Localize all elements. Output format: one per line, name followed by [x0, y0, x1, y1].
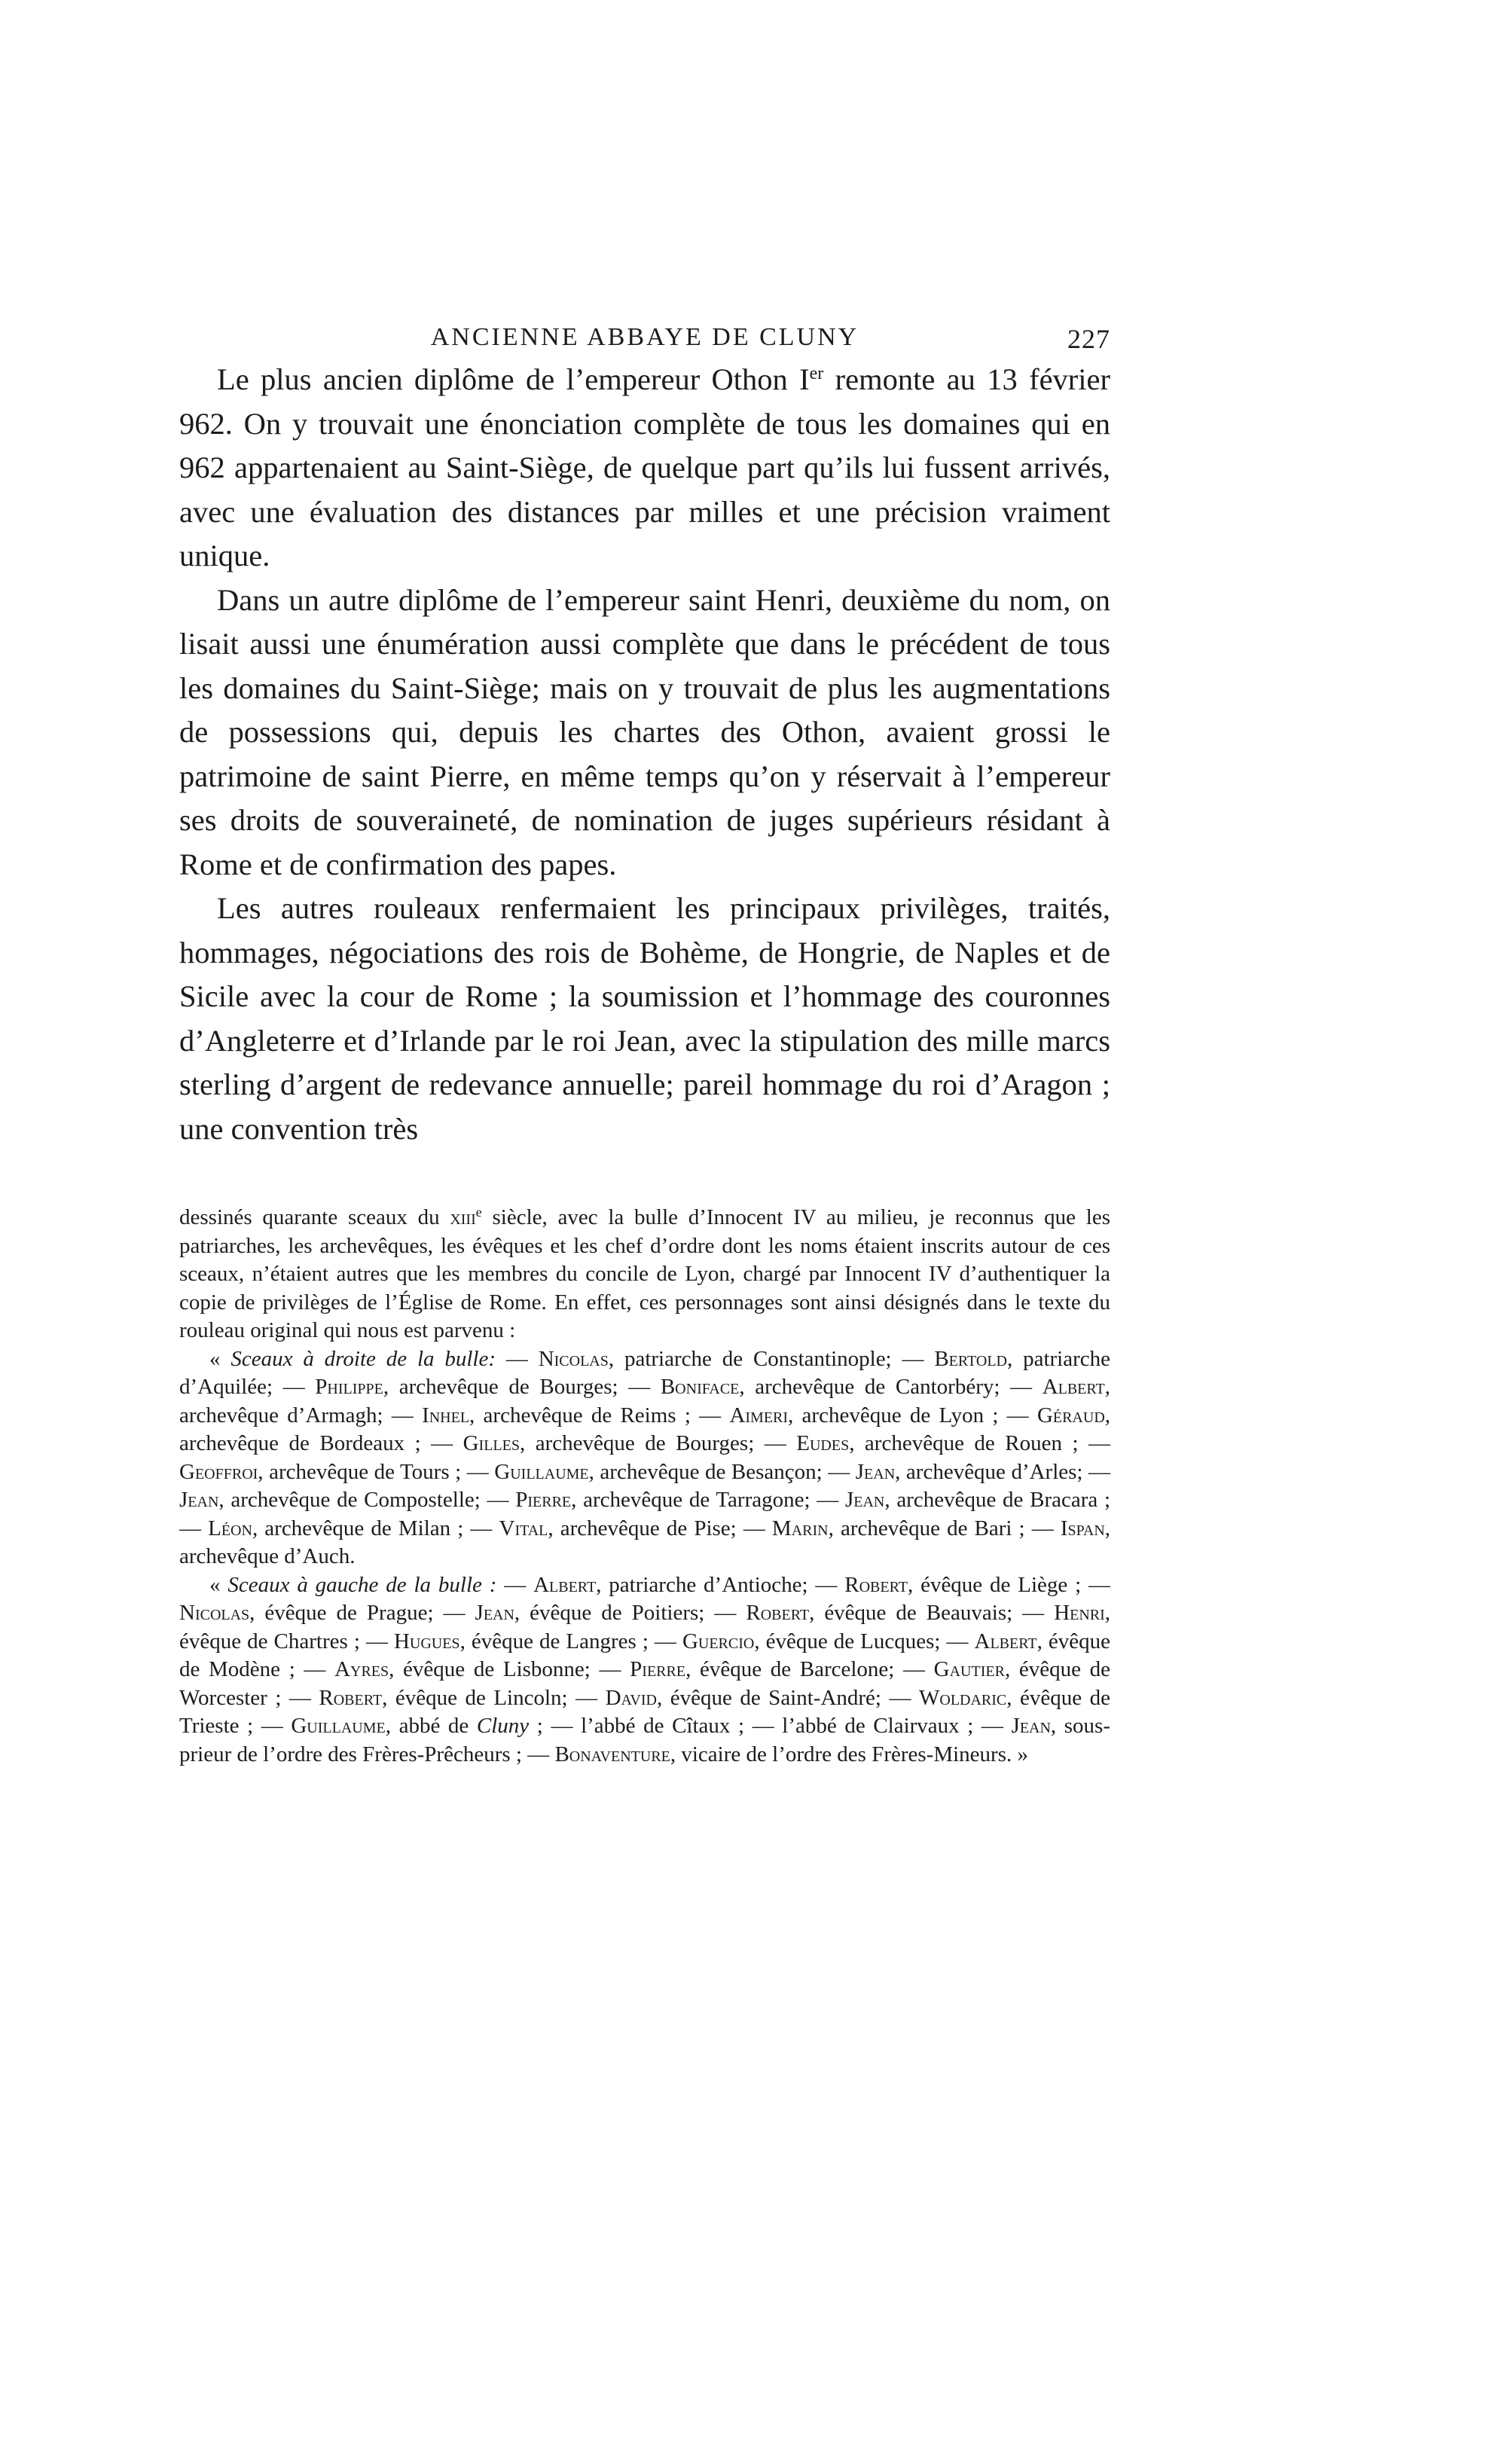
left-tail-clairvaux: l’abbé de Clairvaux ; — [782, 1714, 974, 1738]
list-dash: — — [891, 1346, 935, 1371]
seal-name: Ispan — [1060, 1516, 1105, 1540]
seal-name: Robert — [746, 1601, 810, 1625]
seal-title: , archevêque de Lyon ; — [788, 1403, 999, 1427]
list-dash: — — [1082, 1459, 1111, 1484]
seal-name: Aimeri — [729, 1403, 789, 1427]
list-dash: — — [480, 1488, 516, 1512]
list-dash: — — [542, 1714, 582, 1738]
list-dash: — — [1078, 1431, 1111, 1455]
seal-title: , évêque de Beauvais; — [809, 1601, 1013, 1625]
seal-name: Nicolas — [538, 1346, 609, 1371]
seal-title: , évêque de Liège ; — [907, 1572, 1082, 1597]
list-dash: — — [567, 1685, 606, 1710]
seal-title: , archevêque de Milan ; — [252, 1516, 464, 1540]
seal-name: Henri — [1054, 1601, 1105, 1625]
list-dash: — — [433, 1601, 475, 1625]
list-dash: — — [744, 1714, 783, 1738]
list-dash: — — [281, 1685, 319, 1710]
list-dash: — — [1024, 1516, 1061, 1540]
seal-title: , patriarche de Constantinople; — [608, 1346, 892, 1371]
seal-title: , archevêque d’Auch. — [179, 1516, 1111, 1568]
seal-name: Vital — [499, 1516, 548, 1540]
seal-title: , patriarche d’Aquilée; — [179, 1346, 1111, 1399]
footnote-intro-part2: siècle, avec la bulle d’Innocent IV au milieu, je reconnus que les patriarches, les archevêques, les évêques et les chef d’ordre dont les noms étaient inscrits autour de ces sceaux, n’étaient autres que les membres du concile de Lyon, chargé par Innocent IV d’authentiquer la copie de privilèges de l’Église de Rome. En effet, ces personnages sont ainsi désignés dans le texte du rouleau original qui nous est parvenu : — [179, 1205, 1110, 1342]
seal-name: Robert — [319, 1685, 383, 1710]
seal-name: Inhel — [422, 1403, 470, 1427]
list-dash: — — [461, 1459, 495, 1484]
list-dash: — — [295, 1657, 335, 1681]
list-dash: — — [590, 1657, 630, 1681]
seal-name: Géraud — [1036, 1403, 1105, 1427]
seal-name: Woldaric — [919, 1685, 1007, 1710]
seal-name: Philippe — [315, 1375, 383, 1399]
list-dash: — — [822, 1459, 856, 1484]
seal-title: , archevêque d’Arles; — [895, 1459, 1083, 1484]
seal-title: , évêque de Modène ; — [179, 1629, 1110, 1681]
seal-title: , évêque de Lincoln; — [382, 1685, 568, 1710]
seal-title: , vicaire de l’ordre des Frères-Mineurs. » — [670, 1742, 1028, 1766]
seal-title: , évêque de Langres ; — [459, 1629, 649, 1653]
footnote-century-superscript: e — [475, 1205, 482, 1220]
seal-title: , archevêque de Bourges; — [520, 1431, 755, 1455]
seal-title: , évêque de Worcester ; — [179, 1657, 1110, 1710]
list-dash: — — [973, 1714, 1012, 1738]
seal-title: , évêque de Poitiers; — [514, 1601, 705, 1625]
list-dash: — — [383, 1403, 423, 1427]
list-dash: — — [521, 1742, 555, 1766]
seal-name: Guillaume — [291, 1714, 386, 1738]
list-dash: — — [1081, 1572, 1111, 1597]
main-text — [179, 358, 1110, 1151]
seal-name: Boniface — [660, 1375, 740, 1399]
seal-title-after: ; — [529, 1714, 543, 1738]
seal-title: , archevêque de Besançon; — [588, 1459, 823, 1484]
seal-title: , évêque de Barcelone; — [685, 1657, 895, 1681]
list-dash: — — [496, 1346, 539, 1371]
seal-title: , évêque de Prague; — [249, 1601, 434, 1625]
paragraph-othon-part1: Le plus ancien diplôme de l’empereur Othon I — [217, 362, 810, 396]
seal-name: Guillaume — [494, 1459, 589, 1484]
seal-name: Jean — [179, 1488, 219, 1512]
right-seals-quote: « — [209, 1346, 231, 1371]
seal-title: , abbé de — [385, 1714, 477, 1738]
seal-title: , archevêque de Bari ; — [828, 1516, 1025, 1540]
seal-name: Albert — [1042, 1375, 1105, 1399]
right-seals-label: Sceaux à droite de la bulle: — [230, 1346, 496, 1371]
list-dash: — — [736, 1516, 772, 1540]
list-dash: — — [618, 1375, 661, 1399]
right-seals-list — [179, 1347, 1110, 1569]
seal-title: , patriarche d’Antioche; — [596, 1572, 808, 1597]
book-page — [179, 313, 1110, 1769]
seal-name: Nicolas — [179, 1601, 250, 1625]
left-seals-quote: « — [209, 1572, 228, 1597]
list-dash: — — [359, 1629, 394, 1653]
seal-name: Jean — [1011, 1714, 1051, 1738]
list-dash: — — [894, 1657, 934, 1681]
running-title: ANCIENNE ABBAYE DE CLUNY — [430, 323, 859, 351]
seal-name: Bertold — [934, 1346, 1007, 1371]
footnote-intro — [179, 1204, 1110, 1345]
list-dash: — — [998, 1403, 1037, 1427]
seal-name: Gautier — [933, 1657, 1005, 1681]
seal-name: Ayres — [334, 1657, 389, 1681]
seal-name: Jean — [844, 1488, 885, 1512]
paragraph-henri: Dans un autre diplôme de l’empereur saint Henri, deuxième du nom, on lisait aussi une énumération aussi complète que dans le précédent de tous les domaines du Saint-Siège; mais on y trouvait de plus les augmentations de possessions qui, depuis les chartes des Othon, avaient grossi le patrimoine de saint Pierre, en même temps qu’on y réservait à l’empereur ses droits de souveraineté, de nomination de juges supérieurs résidant à Rome et de confirmation des papes. — [179, 582, 1110, 881]
left-tail-citeaux: l’abbé de Cîtaux ; — [581, 1714, 745, 1738]
seal-title: , archevêque de Tours ; — [258, 1459, 462, 1484]
paragraph-othon-part2: remonte au 13 février 962. On y trouvait une énonciation complète de tous les domaines qui en 962 appartenaient au Saint-Siège, de quelque part qu’ils lui fussent arrivés, avec une évaluation des distances par milles et une précision vraiment unique. — [179, 362, 1110, 572]
seal-name: Guercio — [682, 1629, 755, 1653]
seal-name: Albert — [974, 1629, 1037, 1653]
list-dash: — — [420, 1431, 463, 1455]
list-dash: — — [940, 1629, 975, 1653]
seal-title: , archevêque de Tarragone; — [571, 1488, 811, 1512]
list-dash: — — [690, 1403, 730, 1427]
left-seals-label: Sceaux à gauche de la bulle : — [227, 1572, 497, 1597]
list-dash: — — [496, 1572, 534, 1597]
list-dash: — — [754, 1431, 797, 1455]
seal-name: Albert — [533, 1572, 597, 1597]
seal-title-italic: Cluny — [476, 1714, 530, 1738]
seal-title: , archevêque de Cantorbéry; — [739, 1375, 1000, 1399]
seal-title: , archevêque d’Armagh; — [179, 1375, 1111, 1427]
seal-name: Jean — [475, 1601, 514, 1625]
list-dash: — — [1012, 1601, 1055, 1625]
seal-name: Marin — [771, 1516, 829, 1540]
seal-title: , archevêque de Pise; — [548, 1516, 737, 1540]
list-dash: — — [1000, 1375, 1043, 1399]
footnote-century: xiii — [450, 1205, 476, 1229]
list-dash: — — [273, 1375, 316, 1399]
seal-name: Pierre — [515, 1488, 572, 1512]
page-number: 227 — [1067, 324, 1110, 354]
seal-name: Bonaventure — [554, 1742, 670, 1766]
ordinal-superscript: er — [809, 364, 824, 383]
paragraph-othon — [179, 358, 1110, 579]
footnote-right-seals — [179, 1345, 1110, 1571]
list-dash: — — [807, 1572, 845, 1597]
seal-name: Hugues — [393, 1629, 460, 1653]
seal-title: , évêque de Lucques; — [754, 1629, 941, 1653]
list-dash: — — [881, 1685, 919, 1710]
seal-title: , archevêque de Compostelle; — [218, 1488, 481, 1512]
list-dash: — — [179, 1516, 209, 1540]
seal-name: David — [605, 1685, 657, 1710]
footnote-left-seals — [179, 1571, 1110, 1769]
seal-title: , archevêque de Bordeaux ; — [179, 1403, 1111, 1455]
list-dash: — — [463, 1516, 499, 1540]
running-head — [179, 313, 1110, 358]
seal-name: Eudes — [796, 1431, 850, 1455]
seal-title: , évêque de Saint-André; — [656, 1685, 881, 1710]
list-dash: — — [253, 1714, 292, 1738]
seal-title: , évêque de Chartres ; — [179, 1601, 1111, 1653]
seal-title: , archevêque de Bourges; — [383, 1375, 618, 1399]
seal-title: , archevêque de Reims ; — [469, 1403, 691, 1427]
seal-name: Geoffroi — [179, 1459, 258, 1484]
list-dash: — — [810, 1488, 845, 1512]
seal-name: Robert — [844, 1572, 908, 1597]
footnote — [179, 1204, 1110, 1769]
seal-title: , archevêque de Bracara ; — [884, 1488, 1111, 1512]
list-dash: — — [704, 1601, 746, 1625]
seal-title: , archevêque de Rouen ; — [849, 1431, 1079, 1455]
list-dash: — — [648, 1629, 682, 1653]
seal-name: Pierre — [630, 1657, 686, 1681]
paragraph-rouleaux: Les autres rouleaux renfermaient les principaux privilèges, traités, hommages, négociations des rois de Bohème, de Hongrie, de Naples et de Sicile avec la cour de Rome ; la soumission et l’hommage des couronnes d’Angleterre et d’Irlande par le roi Jean, avec la stipulation des mille marcs sterling d’argent de redevance annuelle; pareil hommage du roi d’Aragon ; une convention très — [179, 891, 1110, 1146]
seal-title: , évêque de Lisbonne; — [389, 1657, 591, 1681]
seal-title: , sous-prieur de l’ordre des Frères-Prêcheurs ; — [179, 1714, 1111, 1766]
seal-name: Léon — [208, 1516, 252, 1540]
footnote-intro-part1: dessinés quarante sceaux du — [179, 1205, 450, 1229]
seal-title: , évêque de Trieste ; — [179, 1685, 1111, 1738]
seal-name: Gilles — [463, 1431, 520, 1455]
seal-name: Jean — [855, 1459, 896, 1484]
